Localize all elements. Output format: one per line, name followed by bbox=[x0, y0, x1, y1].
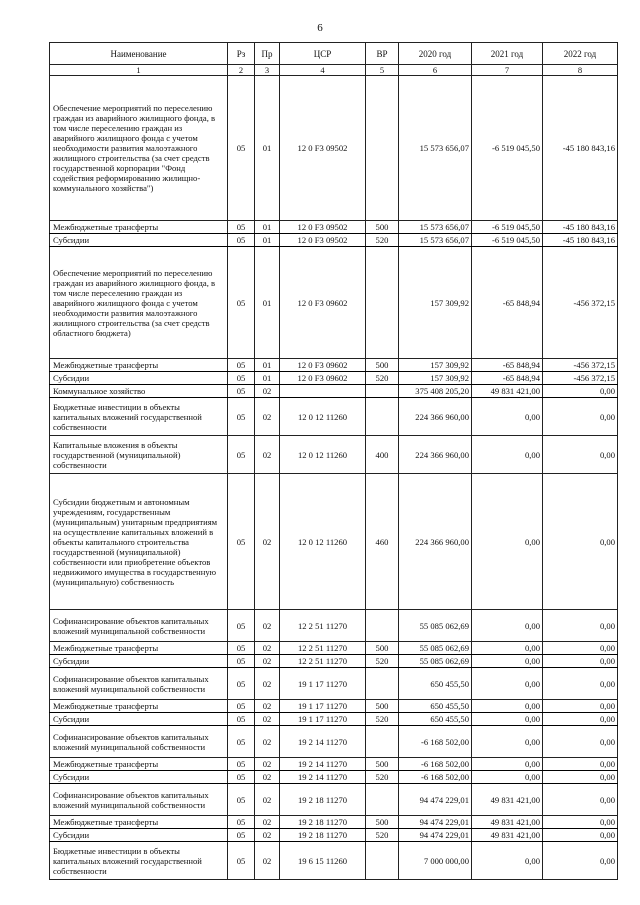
row-amount-2020: 7 000 000,00 bbox=[399, 842, 472, 880]
row-amount-2022: 0,00 bbox=[543, 758, 618, 771]
row-amount-2021: -6 519 045,50 bbox=[472, 234, 543, 247]
row-amount-2021: 0,00 bbox=[472, 713, 543, 726]
row-amount-2021: 49 831 421,00 bbox=[472, 385, 543, 398]
col-header-vr: ВР bbox=[366, 43, 399, 65]
row-amount-2022: -456 372,15 bbox=[543, 359, 618, 372]
row-vr: 520 bbox=[366, 372, 399, 385]
row-pr: 01 bbox=[255, 359, 280, 372]
row-pr: 02 bbox=[255, 700, 280, 713]
table-row bbox=[50, 655, 618, 668]
row-csr: 12 0 12 11260 bbox=[280, 474, 366, 610]
row-amount-2022: 0,00 bbox=[543, 726, 618, 758]
row-vr: 500 bbox=[366, 359, 399, 372]
row-amount-2020: -6 168 502,00 bbox=[399, 758, 472, 771]
row-pr: 02 bbox=[255, 842, 280, 880]
header-row bbox=[50, 43, 618, 65]
row-rz: 05 bbox=[228, 610, 255, 642]
row-csr: 12 0 12 11260 bbox=[280, 398, 366, 436]
row-amount-2022: 0,00 bbox=[543, 385, 618, 398]
row-amount-2022: 0,00 bbox=[543, 642, 618, 655]
row-name: Бюджетные инвестиции в объекты капитальных вложений государственной собственности bbox=[50, 398, 228, 436]
row-pr: 02 bbox=[255, 829, 280, 842]
row-vr: 520 bbox=[366, 829, 399, 842]
row-vr: 400 bbox=[366, 436, 399, 474]
row-csr: 19 2 18 11270 bbox=[280, 829, 366, 842]
row-pr: 02 bbox=[255, 655, 280, 668]
row-rz: 05 bbox=[228, 713, 255, 726]
row-rz: 05 bbox=[228, 842, 255, 880]
row-csr: 19 2 18 11270 bbox=[280, 816, 366, 829]
row-vr bbox=[366, 385, 399, 398]
row-vr: 460 bbox=[366, 474, 399, 610]
row-rz: 05 bbox=[228, 385, 255, 398]
row-amount-2020: 157 309,92 bbox=[399, 247, 472, 359]
col-header-rz: Рз bbox=[228, 43, 255, 65]
row-amount-2021: 49 831 421,00 bbox=[472, 829, 543, 842]
row-amount-2022: 0,00 bbox=[543, 436, 618, 474]
row-rz: 05 bbox=[228, 359, 255, 372]
row-rz: 05 bbox=[228, 436, 255, 474]
table-row bbox=[50, 359, 618, 372]
row-pr: 02 bbox=[255, 436, 280, 474]
row-csr: 12 0 F3 09502 bbox=[280, 76, 366, 221]
row-amount-2020: 224 366 960,00 bbox=[399, 398, 472, 436]
row-csr: 12 0 F3 09602 bbox=[280, 359, 366, 372]
row-name: Коммунальное хозяйство bbox=[50, 385, 228, 398]
table-row bbox=[50, 610, 618, 642]
table-row bbox=[50, 713, 618, 726]
row-amount-2021: -6 519 045,50 bbox=[472, 221, 543, 234]
row-amount-2022: 0,00 bbox=[543, 829, 618, 842]
row-rz: 05 bbox=[228, 247, 255, 359]
row-amount-2021: 0,00 bbox=[472, 842, 543, 880]
row-name: Бюджетные инвестиции в объекты капитальных вложений государственной собственности bbox=[50, 842, 228, 880]
row-amount-2020: 15 573 656,07 bbox=[399, 234, 472, 247]
row-name: Субсидии bbox=[50, 234, 228, 247]
row-amount-2021: 0,00 bbox=[472, 771, 543, 784]
table-row bbox=[50, 76, 618, 221]
row-amount-2020: 55 085 062,69 bbox=[399, 655, 472, 668]
row-csr: 19 2 14 11270 bbox=[280, 726, 366, 758]
row-name: Софинансирование объектов капитальных вложений муниципальной собственности bbox=[50, 610, 228, 642]
table-row bbox=[50, 700, 618, 713]
row-vr: 500 bbox=[366, 700, 399, 713]
row-rz: 05 bbox=[228, 784, 255, 816]
row-amount-2020: -6 168 502,00 bbox=[399, 771, 472, 784]
table-row bbox=[50, 221, 618, 234]
row-amount-2020: -6 168 502,00 bbox=[399, 726, 472, 758]
row-csr: 19 2 14 11270 bbox=[280, 771, 366, 784]
col-index-4: 4 bbox=[280, 65, 366, 76]
row-name: Субсидии bbox=[50, 771, 228, 784]
col-index-1: 1 bbox=[50, 65, 228, 76]
row-rz: 05 bbox=[228, 398, 255, 436]
row-rz: 05 bbox=[228, 655, 255, 668]
row-pr: 02 bbox=[255, 474, 280, 610]
row-amount-2021: -65 848,94 bbox=[472, 247, 543, 359]
row-rz: 05 bbox=[228, 700, 255, 713]
col-header-2020: 2020 год bbox=[399, 43, 472, 65]
table-row bbox=[50, 642, 618, 655]
row-amount-2021: 0,00 bbox=[472, 758, 543, 771]
row-amount-2021: 0,00 bbox=[472, 668, 543, 700]
table-row bbox=[50, 385, 618, 398]
row-name: Субсидии bbox=[50, 829, 228, 842]
row-csr: 19 1 17 11270 bbox=[280, 668, 366, 700]
row-amount-2020: 94 474 229,01 bbox=[399, 784, 472, 816]
row-amount-2021: 0,00 bbox=[472, 474, 543, 610]
row-rz: 05 bbox=[228, 76, 255, 221]
row-amount-2020: 55 085 062,69 bbox=[399, 610, 472, 642]
row-amount-2020: 375 408 205,20 bbox=[399, 385, 472, 398]
row-amount-2022: -456 372,15 bbox=[543, 372, 618, 385]
row-amount-2020: 650 455,50 bbox=[399, 713, 472, 726]
col-header-name: Наименование bbox=[50, 43, 228, 65]
row-csr: 12 0 F3 09502 bbox=[280, 221, 366, 234]
table-row bbox=[50, 436, 618, 474]
row-amount-2021: 0,00 bbox=[472, 436, 543, 474]
col-header-pr: Пр bbox=[255, 43, 280, 65]
row-vr bbox=[366, 726, 399, 758]
row-pr: 01 bbox=[255, 76, 280, 221]
col-index-2: 2 bbox=[228, 65, 255, 76]
row-name: Капитальные вложения в объекты государственной (муниципальной) собственности bbox=[50, 436, 228, 474]
row-name: Субсидии bbox=[50, 655, 228, 668]
row-name: Межбюджетные трансферты bbox=[50, 816, 228, 829]
row-vr: 520 bbox=[366, 655, 399, 668]
row-rz: 05 bbox=[228, 372, 255, 385]
budget-table bbox=[49, 42, 618, 880]
row-rz: 05 bbox=[228, 221, 255, 234]
table-row bbox=[50, 247, 618, 359]
row-name: Софинансирование объектов капитальных вложений муниципальной собственности bbox=[50, 726, 228, 758]
row-name: Субсидии bbox=[50, 372, 228, 385]
row-rz: 05 bbox=[228, 816, 255, 829]
row-csr bbox=[280, 385, 366, 398]
row-pr: 02 bbox=[255, 816, 280, 829]
row-csr: 12 0 F3 09502 bbox=[280, 234, 366, 247]
row-amount-2022: 0,00 bbox=[543, 700, 618, 713]
row-name: Обеспечение мероприятий по переселению граждан из аварийного жилищного фонда, в том числе переселению граждан из аварийного жилищного фонда с учетом необходимости развития малоэтажного жилищного строительства (за счет средств государственной корпорации "Фонд содействия реформированию жилищно-коммунального хозяйства") bbox=[50, 76, 228, 221]
row-amount-2022: 0,00 bbox=[543, 474, 618, 610]
row-vr bbox=[366, 76, 399, 221]
row-name: Межбюджетные трансферты bbox=[50, 758, 228, 771]
row-rz: 05 bbox=[228, 771, 255, 784]
row-amount-2020: 650 455,50 bbox=[399, 700, 472, 713]
table-row bbox=[50, 726, 618, 758]
row-pr: 01 bbox=[255, 221, 280, 234]
table-row bbox=[50, 829, 618, 842]
table-row bbox=[50, 234, 618, 247]
row-amount-2020: 650 455,50 bbox=[399, 668, 472, 700]
col-index-3: 3 bbox=[255, 65, 280, 76]
row-amount-2021: 0,00 bbox=[472, 726, 543, 758]
row-pr: 02 bbox=[255, 758, 280, 771]
row-rz: 05 bbox=[228, 642, 255, 655]
row-amount-2021: 49 831 421,00 bbox=[472, 784, 543, 816]
row-csr: 19 1 17 11270 bbox=[280, 700, 366, 713]
row-amount-2020: 15 573 656,07 bbox=[399, 221, 472, 234]
row-pr: 02 bbox=[255, 771, 280, 784]
row-vr: 520 bbox=[366, 234, 399, 247]
row-vr bbox=[366, 247, 399, 359]
row-vr: 520 bbox=[366, 713, 399, 726]
row-rz: 05 bbox=[228, 668, 255, 700]
row-csr: 19 1 17 11270 bbox=[280, 713, 366, 726]
row-amount-2022: -456 372,15 bbox=[543, 247, 618, 359]
row-vr: 500 bbox=[366, 816, 399, 829]
row-amount-2020: 94 474 229,01 bbox=[399, 816, 472, 829]
column-index-row bbox=[50, 65, 618, 76]
col-header-2021: 2021 год bbox=[472, 43, 543, 65]
row-amount-2021: 0,00 bbox=[472, 610, 543, 642]
row-rz: 05 bbox=[228, 829, 255, 842]
row-csr: 12 0 12 11260 bbox=[280, 436, 366, 474]
row-csr: 12 2 51 11270 bbox=[280, 655, 366, 668]
row-pr: 02 bbox=[255, 610, 280, 642]
row-vr: 520 bbox=[366, 771, 399, 784]
row-pr: 02 bbox=[255, 642, 280, 655]
row-amount-2020: 157 309,92 bbox=[399, 359, 472, 372]
table-row bbox=[50, 816, 618, 829]
row-name: Межбюджетные трансферты bbox=[50, 359, 228, 372]
row-pr: 02 bbox=[255, 668, 280, 700]
row-amount-2022: -45 180 843,16 bbox=[543, 221, 618, 234]
table-row bbox=[50, 474, 618, 610]
row-name: Межбюджетные трансферты bbox=[50, 642, 228, 655]
row-amount-2022: 0,00 bbox=[543, 816, 618, 829]
row-amount-2021: 0,00 bbox=[472, 398, 543, 436]
row-amount-2020: 157 309,92 bbox=[399, 372, 472, 385]
row-amount-2021: 0,00 bbox=[472, 700, 543, 713]
row-amount-2021: -65 848,94 bbox=[472, 372, 543, 385]
row-name: Обеспечение мероприятий по переселению граждан из аварийного жилищного фонда, в том числе переселению граждан из аварийного жилищного фонда с учетом необходимости развития малоэтажного жилищного строительства (за счет средств областного бюджета) bbox=[50, 247, 228, 359]
row-vr bbox=[366, 610, 399, 642]
row-vr: 500 bbox=[366, 221, 399, 234]
col-index-7: 7 bbox=[472, 65, 543, 76]
col-index-5: 5 bbox=[366, 65, 399, 76]
row-vr: 500 bbox=[366, 642, 399, 655]
row-rz: 05 bbox=[228, 758, 255, 771]
row-csr: 19 2 18 11270 bbox=[280, 784, 366, 816]
row-name: Субсидии bbox=[50, 713, 228, 726]
row-name: Межбюджетные трансферты bbox=[50, 221, 228, 234]
table-row bbox=[50, 372, 618, 385]
row-amount-2022: 0,00 bbox=[543, 713, 618, 726]
col-header-2022: 2022 год bbox=[543, 43, 618, 65]
row-amount-2021: -6 519 045,50 bbox=[472, 76, 543, 221]
row-amount-2022: 0,00 bbox=[543, 610, 618, 642]
row-pr: 02 bbox=[255, 713, 280, 726]
row-amount-2022: 0,00 bbox=[543, 655, 618, 668]
row-csr: 12 0 F3 09602 bbox=[280, 247, 366, 359]
row-amount-2021: -65 848,94 bbox=[472, 359, 543, 372]
row-csr: 19 2 14 11270 bbox=[280, 758, 366, 771]
row-amount-2021: 49 831 421,00 bbox=[472, 816, 543, 829]
row-pr: 02 bbox=[255, 385, 280, 398]
row-rz: 05 bbox=[228, 234, 255, 247]
row-csr: 12 2 51 11270 bbox=[280, 642, 366, 655]
row-pr: 02 bbox=[255, 726, 280, 758]
row-amount-2021: 0,00 bbox=[472, 655, 543, 668]
row-amount-2022: 0,00 bbox=[543, 398, 618, 436]
row-amount-2022: 0,00 bbox=[543, 784, 618, 816]
row-csr: 19 6 15 11260 bbox=[280, 842, 366, 880]
row-amount-2022: 0,00 bbox=[543, 668, 618, 700]
row-amount-2022: 0,00 bbox=[543, 842, 618, 880]
row-amount-2020: 55 085 062,69 bbox=[399, 642, 472, 655]
row-amount-2020: 94 474 229,01 bbox=[399, 829, 472, 842]
col-index-8: 8 bbox=[543, 65, 618, 76]
row-amount-2021: 0,00 bbox=[472, 642, 543, 655]
col-index-6: 6 bbox=[399, 65, 472, 76]
row-pr: 01 bbox=[255, 247, 280, 359]
row-name: Софинансирование объектов капитальных вложений муниципальной собственности bbox=[50, 668, 228, 700]
row-vr: 500 bbox=[366, 758, 399, 771]
row-rz: 05 bbox=[228, 726, 255, 758]
table-row bbox=[50, 758, 618, 771]
row-amount-2020: 224 366 960,00 bbox=[399, 436, 472, 474]
row-csr: 12 2 51 11270 bbox=[280, 610, 366, 642]
row-pr: 01 bbox=[255, 234, 280, 247]
row-pr: 02 bbox=[255, 398, 280, 436]
table-row bbox=[50, 771, 618, 784]
row-name: Софинансирование объектов капитальных вложений муниципальной собственности bbox=[50, 784, 228, 816]
row-name: Межбюджетные трансферты bbox=[50, 700, 228, 713]
row-amount-2022: -45 180 843,16 bbox=[543, 76, 618, 221]
table-row bbox=[50, 668, 618, 700]
row-amount-2022: 0,00 bbox=[543, 771, 618, 784]
row-amount-2022: -45 180 843,16 bbox=[543, 234, 618, 247]
row-vr bbox=[366, 842, 399, 880]
row-pr: 02 bbox=[255, 784, 280, 816]
row-csr: 12 0 F3 09602 bbox=[280, 372, 366, 385]
table-row bbox=[50, 784, 618, 816]
row-vr bbox=[366, 398, 399, 436]
row-rz: 05 bbox=[228, 474, 255, 610]
page-number: 6 bbox=[317, 22, 323, 34]
col-header-csr: ЦСР bbox=[280, 43, 366, 65]
row-name: Субсидии бюджетным и автономным учреждениям, государственным (муниципальным) унитарным предприятиям на осуществление капитальных вложений в объекты капитального строительства государственной (муниципальной) собственности или приобретение объектов недвижимого имущества в государственную (муниципальную) собственность bbox=[50, 474, 228, 610]
table-row bbox=[50, 398, 618, 436]
row-amount-2020: 224 366 960,00 bbox=[399, 474, 472, 610]
row-pr: 01 bbox=[255, 372, 280, 385]
row-vr bbox=[366, 668, 399, 700]
row-vr bbox=[366, 784, 399, 816]
table-row bbox=[50, 842, 618, 880]
row-amount-2020: 15 573 656,07 bbox=[399, 76, 472, 221]
